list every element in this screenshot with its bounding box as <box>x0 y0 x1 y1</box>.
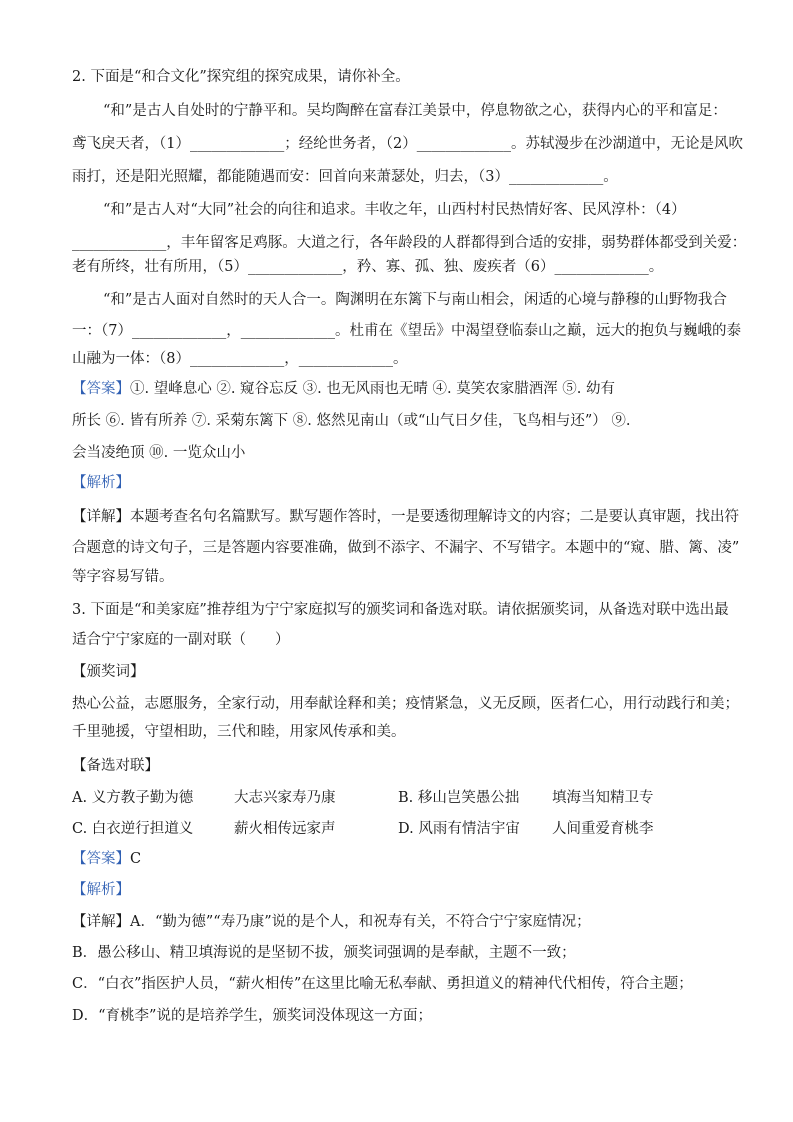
q2-line: 山融为一体：（8）_____________，_____________。 <box>72 351 408 367</box>
q2-detail-line: 等字容易写错。 <box>72 569 174 585</box>
option-d-lower: 人间重爱育桃李 <box>552 821 654 837</box>
q2-title: 2. 下面是“和合文化”探究组的探究成果，请你补全。 <box>72 69 410 85</box>
answer-tag: 【答案】 <box>72 381 130 397</box>
q2-answer-line: 会当凌绝顶 ⑩. 一览众山小 <box>72 445 246 461</box>
q2-line: “和”是古人面对自然时的天人合一。陶渊明在东篱下与南山相会，闲适的心境与静穆的山野物我合 <box>103 292 727 308</box>
option-d-upper: D. 风雨有情洁宇宙 <box>398 821 520 837</box>
q3-title-cont: 适合宁宁家庭的一副对联（ ） <box>72 632 290 648</box>
q3-detail-line: 【详解】A．“勤为德”“寿乃康”说的是个人，和祝寿有关，不符合宁宁家庭情况； <box>72 914 591 930</box>
option-a-lower: 大志兴家寿乃康 <box>234 790 336 806</box>
option-b-lower: 填海当知精卫专 <box>552 790 654 806</box>
answer-tag: 【答案】 <box>72 851 130 867</box>
q2-answer-line <box>72 379 615 399</box>
q3-answer-line <box>72 849 141 869</box>
award-line: 千里驰援，守望相助，三代和睦，用家风传承和美。 <box>72 724 406 740</box>
option-a-upper: A. 义方教子勤为德 <box>72 790 194 806</box>
q2-line: 老有所终，壮有所用，（5）_____________，矜、寡、孤、独、废疾者（6）_____________。 <box>72 259 664 275</box>
q3-detail-line: C．“白衣”指医护人员，“薪火相传”在这里比喻无私奉献、勇担道义的精神代代相传，符合主题； <box>72 976 693 992</box>
option-b-upper: B. 移山岂笑愚公拙 <box>398 790 520 806</box>
q2-detail-line: 合题意的诗文句子，三是答题内容要准确，做到不添字、不漏字、不写错字。本题中的“窥、腊、篱、凌” <box>72 540 740 556</box>
q2-line: 鸢飞戾天者，（1）_____________；经纶世务者，（2）_____________。苏轼漫步在沙湖道中，无论是风吹 <box>72 136 743 152</box>
award-line: 热心公益，志愿服务，全家行动，用奉献诠释和美；疫情紧急，义无反顾，医者仁心，用行动践行和美； <box>72 696 739 712</box>
q2-line: “和”是古人对“大同”社会的向往和追求。丰收之年，山西村村民热情好客、民风淳朴：（4） <box>103 202 686 218</box>
couplet-title: 【备选对联】 <box>72 758 159 774</box>
q3-detail-line: B．愚公移山、精卫填海说的是坚韧不拔，颁奖词强调的是奉献，主题不一致； <box>72 945 576 961</box>
answer-text: ①. 望峰息心 ②. 窥谷忘反 ③. 也无风雨也无晴 ④. 莫笑农家腊酒浑 ⑤. 幼有 <box>130 381 616 397</box>
q2-line: _____________，丰年留客足鸡豚。大道之行，各年龄段的人群都得到合适的安排，弱势群体都受到关爱： <box>72 235 747 251</box>
q2-line: 雨打，还是阳光照耀，都能随遇而安：回首向来萧瑟处，归去，（3）_____________。 <box>72 169 618 185</box>
q3-title: 3. 下面是“和美家庭”推荐组为宁宁家庭拟写的颁奖词和备选对联。请依据颁奖词，从备选对联中选出最 <box>72 602 729 618</box>
option-c-lower: 薪火相传远家声 <box>234 821 336 837</box>
q2-line: “和”是古人自处时的宁静平和。吴均陶醉在富春江美景中，停息物欲之心，获得内心的平和富足： <box>103 103 727 119</box>
answer-value: C <box>130 851 142 867</box>
q2-detail-line: 【详解】本题考查名句名篇默写。默写题作答时，一是要透彻理解诗文的内容；二是要认真审题，找出符 <box>72 509 739 525</box>
q2-answer-line: 所长 ⑥. 皆有所养 ⑦. 采菊东篱下 ⑧. 悠然见南山（或“山气日夕佳，飞鸟相与还”） ⑨. <box>72 413 631 429</box>
q3-analysis-tag: 【解析】 <box>72 882 130 898</box>
q2-line: 一：（7）_____________，_____________。杜甫在《望岳》中渴望登临泰山之巅，远大的抱负与巍峨的泰 <box>72 323 741 339</box>
q2-analysis-tag: 【解析】 <box>72 475 130 491</box>
award-title: 【颁奖词】 <box>72 664 145 680</box>
option-c-upper: C. 白衣逆行担道义 <box>72 821 194 837</box>
q3-detail-line: D．“育桃李”说的是培养学生，颁奖词没体现这一方面； <box>72 1008 432 1024</box>
